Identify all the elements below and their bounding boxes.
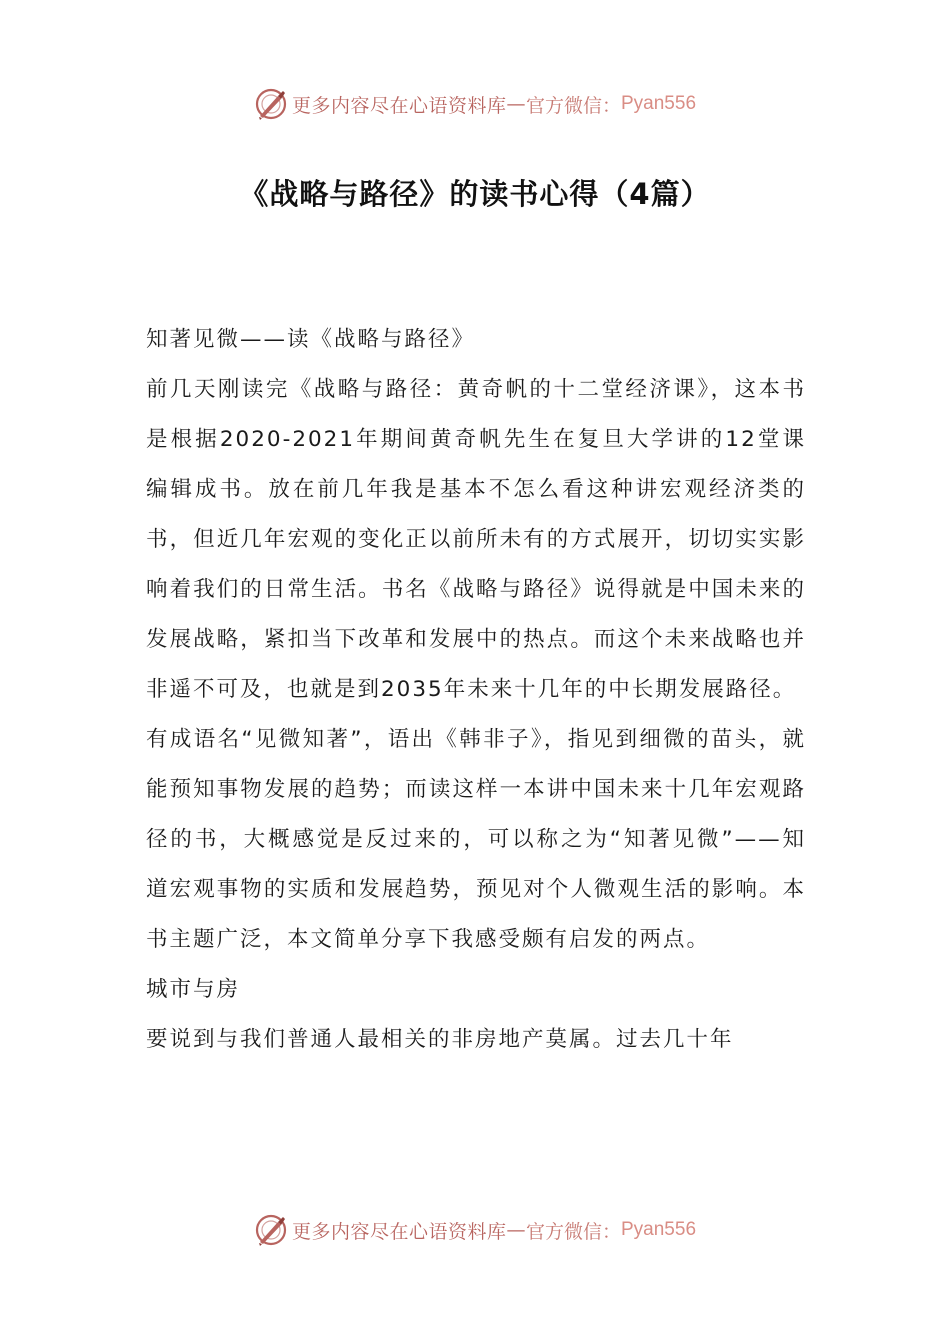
paragraph: 有成语名“见微知著”，语出《韩非子》，指见到细微的苗头，就能预知事物发展的趋势；而读这样一本讲中国未来十几年宏观路径的书，大概感觉是反过来的，可以称之为“知著见微”——知道宏观事物的实质和发展趋势，预见对个人微观生活的影响。本书主题广泛，本文简单分享下我感受颇有启发的两点。 — [146, 727, 806, 952]
paragraph: 要说到与我们普通人最相关的非房地产莫属。过去几十年 — [146, 1027, 734, 1052]
section-heading: 城市与房 — [146, 977, 241, 1002]
document-title: 《战略与路径》的读书心得（4篇） — [239, 177, 711, 211]
footer-wechat-label: 官方微信： — [525, 1220, 621, 1243]
paragraph: 前几天刚读完《战略与路径：黄奇帆的十二堂经济课》，这本书是根据2020-2021年期间黄奇帆先生在复旦大学讲的12堂课编辑成书。放在前几年我是基本不怎么看这种讲宏观经济类的书，但近几年宏观的变化正以前所未有的方式展开，切切实实影响着我们的日常生活。书名《战略与路径》说得就是中国未来的发展战略，紧扣当下改革和发展中的热点。而这个未来战略也并非遥不可及，也就是到2035年未来十几年的中长期发展路径。 — [146, 377, 806, 702]
header-banner-text: 更多内容尽在心语资料库 — [291, 94, 507, 117]
header-banner-separator: — — [506, 93, 526, 115]
section-heading: 知著见微——读《战略与路径》 — [146, 327, 476, 352]
pen-logo-icon — [254, 1213, 288, 1247]
footer-banner-separator: — — [506, 1219, 526, 1241]
header-banner — [0, 84, 950, 124]
pen-logo-icon — [254, 87, 288, 121]
footer-wechat-id: Pyan556 — [621, 1219, 697, 1240]
header-wechat-label: 官方微信： — [525, 94, 621, 117]
footer-banner — [0, 1210, 950, 1250]
footer-banner-text: 更多内容尽在心语资料库 — [291, 1220, 507, 1243]
header-wechat-id: Pyan556 — [621, 93, 697, 114]
document-body — [146, 315, 806, 1065]
